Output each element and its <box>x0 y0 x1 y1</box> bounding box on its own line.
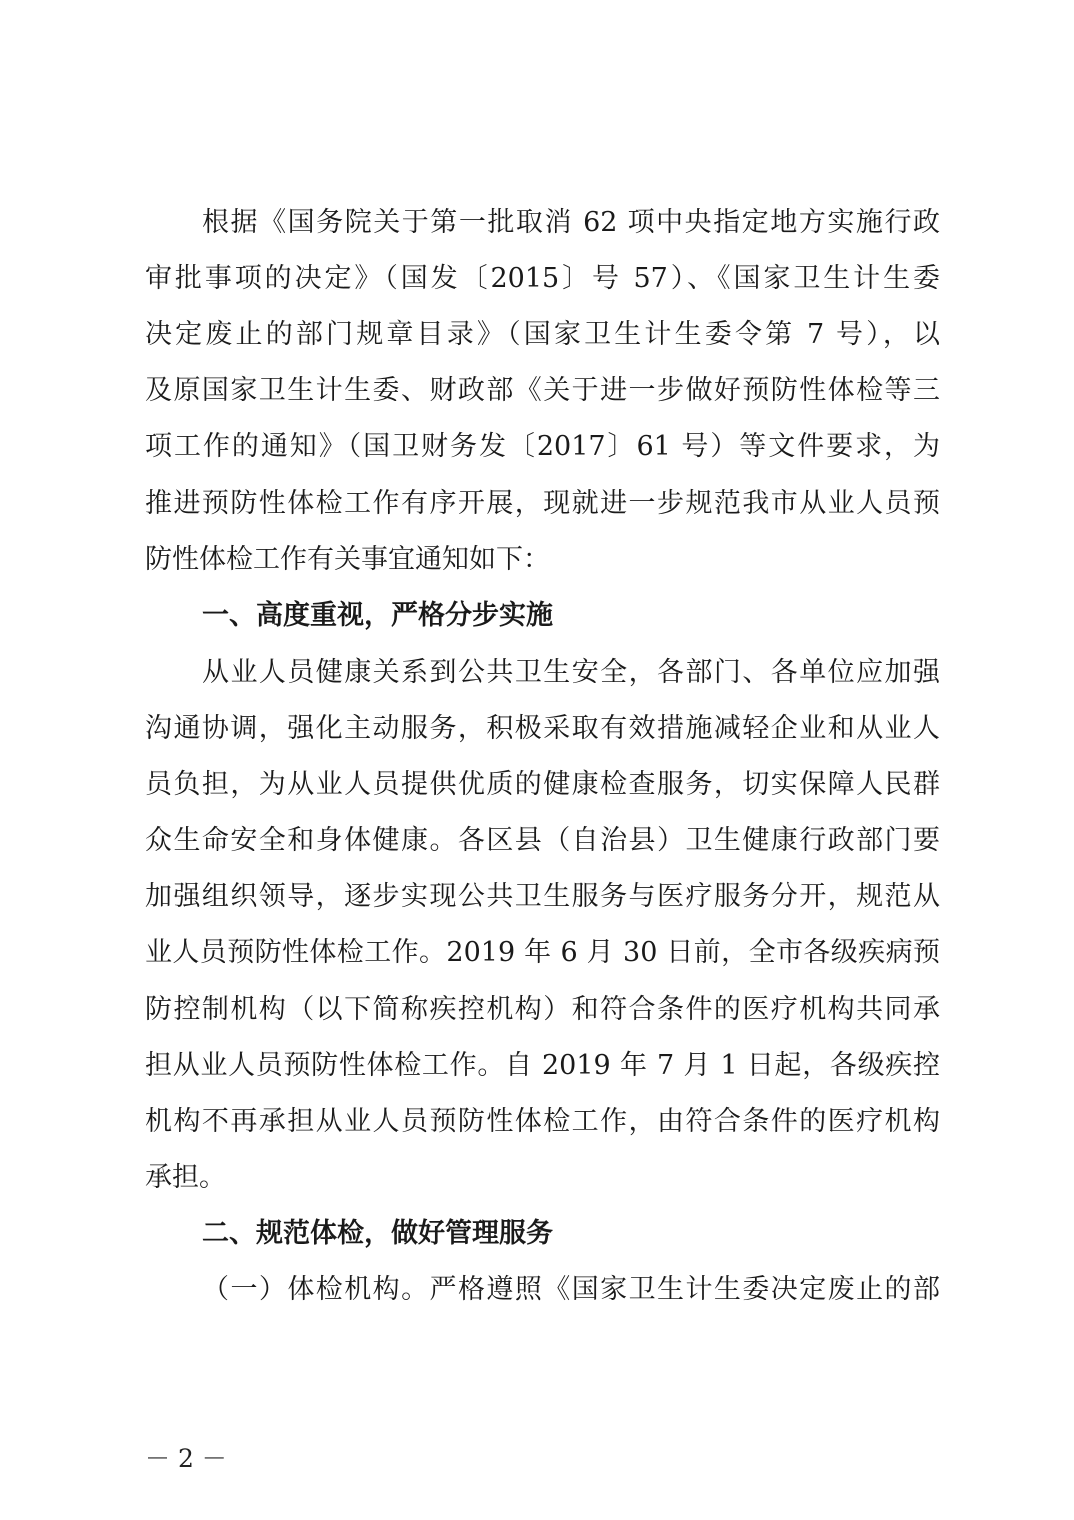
paragraph-2-line-3: 员负担，为从业人员提供优质的健康检查服务，切实保障人民群 <box>145 769 940 800</box>
page-number: － 2 － <box>145 1444 227 1473</box>
paragraph-1-line-5: 项工作的通知》（国卫财务发〔2017〕61 号）等文件要求，为 <box>145 431 940 462</box>
paragraph-2-line-7: 防控制机构（以下简称疾控机构）和符合条件的医疗机构共同承 <box>145 994 940 1025</box>
section-heading-1: 一、高度重视，严格分步实施 <box>202 600 553 631</box>
paragraph-1-line-7: 防性体检工作有关事宜通知如下： <box>145 544 550 575</box>
paragraph-1-line-2: 审批事项的决定》（国发〔2015〕号 57）、《国家卫生计生委 <box>145 263 940 294</box>
paragraph-2-line-2: 沟通协调，强化主动服务，积极采取有效措施减轻企业和从业人 <box>145 713 940 744</box>
paragraph-2-line-9: 机构不再承担从业人员预防性体检工作，由符合条件的医疗机构 <box>145 1106 940 1137</box>
paragraph-2-line-1: 从业人员健康关系到公共卫生安全，各部门、各单位应加强 <box>202 657 940 688</box>
section-heading-2: 二、规范体检，做好管理服务 <box>202 1218 553 1249</box>
paragraph-2-line-8: 担从业人员预防性体检工作。自 2019 年 7 月 1 日起，各级疾控 <box>145 1050 940 1081</box>
paragraph-1-line-4: 及原国家卫生计生委、财政部《关于进一步做好预防性体检等三 <box>145 375 940 406</box>
paragraph-2-line-5: 加强组织领导，逐步实现公共卫生服务与医疗服务分开，规范从 <box>145 881 940 912</box>
paragraph-1-line-3: 决定废止的部门规章目录》（国家卫生计生委令第 7 号），以 <box>145 319 940 350</box>
paragraph-1-line-1: 根据《国务院关于第一批取消 62 项中央指定地方实施行政 <box>202 207 940 238</box>
paragraph-2-line-10: 承担。 <box>145 1162 226 1193</box>
paragraph-2-line-4: 众生命安全和身体健康。各区县（自治县）卫生健康行政部门要 <box>145 825 940 856</box>
paragraph-1-line-6: 推进预防性体检工作有序开展，现就进一步规范我市从业人员预 <box>145 488 940 519</box>
paragraph-2-line-6: 业人员预防性体检工作。2019 年 6 月 30 日前，全市各级疾病预 <box>145 937 940 968</box>
paragraph-3-line-1: （一）体检机构。严格遵照《国家卫生计生委决定废止的部 <box>202 1274 940 1305</box>
